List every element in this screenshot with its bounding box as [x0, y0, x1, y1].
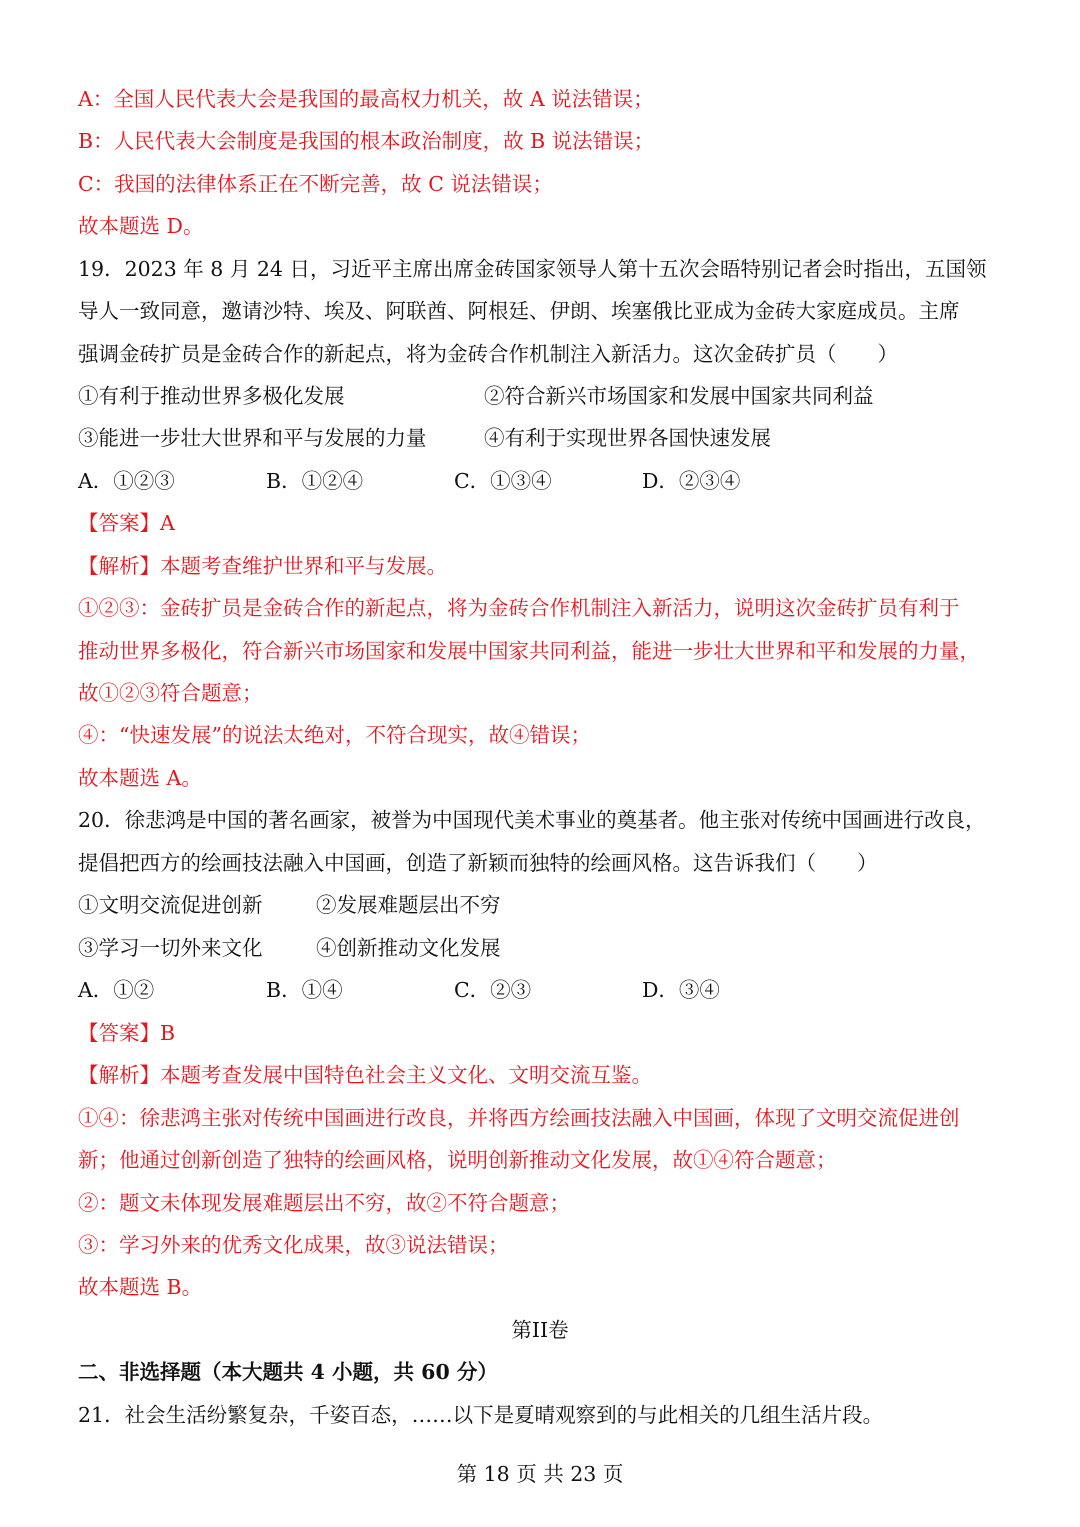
answer-value: A: [160, 511, 175, 535]
q20-stem-line: 20．徐悲鸿是中国的著名画家，被誉为中国现代美术事业的奠基者。他主张对传统中国画进行改良，: [78, 808, 986, 832]
q19-explain-line: ④：“快速发展”的说法太绝对，不符合现实，故④错误；: [78, 723, 591, 747]
q19-conclusion: 故本题选 A。: [78, 766, 202, 790]
q20-explain-line: ③：学习外来的优秀文化成果，故③说法错误；: [78, 1233, 509, 1257]
answer-tag: 【答案】: [78, 1021, 160, 1045]
q20-item: ③学习一切外来文化: [78, 936, 263, 960]
q21-stem: 21．社会生活纷繁复杂，千姿百态，……以下是夏晴观察到的与此相关的几组生活片段。: [78, 1403, 884, 1427]
q19-item: ③能进一步壮大世界和平与发展的力量: [78, 426, 427, 450]
answer-value: B: [160, 1021, 176, 1045]
q19-answer: [78, 508, 1002, 538]
q19-explain-line: 故①②③符合题意；: [78, 681, 263, 705]
analysis-text: 本题考查维护世界和平与发展。: [160, 554, 447, 578]
q20-choice-c: C．②③: [454, 978, 532, 1002]
q20-stem-line: 提倡把西方的绘画技法融入中国画，创造了新颖而独特的绘画风格。这告诉我们（ ）: [78, 851, 878, 875]
q19-analysis: [78, 551, 1002, 581]
section-title: 第II卷: [511, 1318, 569, 1342]
q19-item: ④有利于实现世界各国快速发展: [484, 426, 771, 450]
q18-explain-a: A：全国人民代表大会是我国的最高权力机关，故 A 说法错误；: [78, 87, 654, 111]
q20-answer: [78, 1018, 1002, 1048]
q19-stem-line: 强调金砖扩员是金砖合作的新起点，将为金砖合作机制注入新活力。这次金砖扩员（ ）: [78, 342, 898, 366]
q18-conclusion: 故本题选 D。: [78, 214, 204, 238]
q20-choice-b: B．①④: [266, 978, 343, 1002]
q20-explain-line: ①④：徐悲鸿主张对传统中国画进行改良，并将西方绘画技法融入中国画，体现了文明交流促进创: [78, 1106, 960, 1130]
q20-explain-line: ②：题文未体现发展难题层出不穷，故②不符合题意；: [78, 1191, 570, 1215]
q19-choice-d: D．②③④: [642, 469, 741, 493]
q20-item: ④创新推动文化发展: [316, 936, 501, 960]
q20-choice-d: D．③④: [642, 978, 720, 1002]
answer-tag: 【答案】: [78, 511, 160, 535]
page-footer: 第 18 页 共 23 页: [456, 1462, 624, 1486]
q19-explain-line: 推动世界多极化，符合新兴市场国家和发展中国家共同利益，能进一步壮大世界和平和发展的力量，: [78, 639, 980, 663]
q20-explain-line: 新；他通过创新创造了独特的绘画风格，说明创新推动文化发展，故①④符合题意；: [78, 1148, 837, 1172]
analysis-text: 本题考查发展中国特色社会主义文化、文明交流互鉴。: [160, 1063, 652, 1087]
q18-explain-b: B：人民代表大会制度是我国的根本政治制度，故 B 说法错误；: [78, 129, 655, 153]
q20-conclusion: 故本题选 B。: [78, 1275, 203, 1299]
q19-item: ①有利于推动世界多极化发展: [78, 384, 345, 408]
q20-item: ②发展难题层出不穷: [316, 893, 501, 917]
section-heading: 二、非选择题（本大题共 4 小题，共 60 分）: [78, 1360, 498, 1384]
q20-choice-a: A．①②: [78, 978, 155, 1002]
analysis-tag: 【解析】: [78, 554, 160, 578]
q19-choice-a: A．①②③: [78, 469, 175, 493]
analysis-tag: 【解析】: [78, 1063, 160, 1087]
q19-stem-line: 19．2023 年 8 月 24 日，习近平主席出席金砖国家领导人第十五次会晤特别记者会时指出，五国领: [78, 257, 987, 281]
q19-choice-c: C．①③④: [454, 469, 552, 493]
q19-item: ②符合新兴市场国家和发展中国家共同利益: [484, 384, 874, 408]
q18-explain-c: C：我国的法律体系正在不断完善，故 C 说法错误；: [78, 172, 553, 196]
q19-stem-line: 导人一致同意，邀请沙特、埃及、阿联酋、阿根廷、伊朗、埃塞俄比亚成为金砖大家庭成员。主席: [78, 299, 960, 323]
q20-item: ①文明交流促进创新: [78, 893, 263, 917]
q19-choice-b: B．①②④: [266, 469, 364, 493]
q20-analysis: [78, 1060, 1002, 1090]
q19-explain-line: ①②③：金砖扩员是金砖合作的新起点，将为金砖合作机制注入新活力，说明这次金砖扩员有利于: [78, 596, 960, 620]
